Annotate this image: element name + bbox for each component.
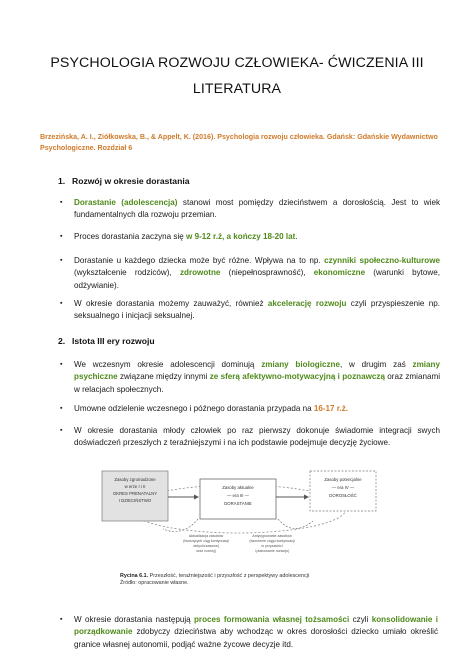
highlight-term: proces formowania własnej tożsamości (193, 615, 350, 624)
highlight-term: 16-17 r.ż. (313, 404, 349, 413)
list-item: ▪ Umowne odzielenie wczesnego i późnego dorastania przypada na 16-17 r.ż. (60, 403, 440, 415)
highlight-term: Dorastanie (adolescencja) (74, 198, 178, 207)
highlight-term: zdrowotne (179, 268, 221, 278)
note-left-line: (tworzących ciąg kontynuacji (183, 539, 229, 543)
caption-text: Przeszłość, teraźniejszość i przyszłość z perspektywy adolescencji (148, 573, 310, 579)
section-2-heading (58, 336, 155, 346)
arrowhead-icon (304, 495, 309, 500)
box-future-line: — era IV — (331, 485, 355, 490)
note-left-line: dotychczasowej (193, 544, 219, 548)
caption-label: Rycina 6.1. (120, 573, 149, 579)
box-present-line: Zasoby aktualne (222, 485, 254, 490)
bullet-icon: ▪ (60, 427, 63, 434)
section-number: 1. (58, 176, 66, 186)
list-item: ▪ W okresie dorastania możemy zauważyć, również akcelerację rozwoju czyli przyspieszenie np. seksualnego i inicjacji seksualnej. (60, 299, 440, 321)
highlight-term: czynniki społeczno-kulturowe (324, 256, 440, 265)
highlight-term: ekonomiczne (313, 268, 366, 278)
highlight-term: zmiany biologiczne (261, 360, 340, 369)
caption-source: Źródło: opracowanie własne. (120, 580, 189, 586)
list-item: ▪ W okresie dorastania następują proces formowania własnej tożsamości czyli konsolidowanie i porządkowanie zdobyczy dzieciństwa aby wchodząc w okres dorosłości dziecko umiało określić granice własnej autonomii, podjąć ważne życowe decyzje itd. (60, 615, 439, 649)
note-right-line: w przyszłości (261, 544, 283, 548)
section-title: Istota III ery rozwoju (72, 336, 155, 346)
highlight-term: zmiany psychiczne (74, 360, 440, 382)
section-1-heading (58, 176, 189, 186)
note-left-line: Aktualizacja zasobów (188, 534, 224, 538)
highlight-term: w 9-12 r.ż, a kończy 18-20 lat (186, 232, 296, 241)
list-item: ▪ W okresie dorastania młody człowiek po raz pierwszy dokonuje świadomie integracji swych doświadczeń przeszłych z teraźniejszymi i na ich podstawie podejmuje decyzję życiowe. (60, 426, 440, 448)
box-future-line: Zasoby potencjalne (324, 477, 362, 482)
box-past-line: Zasoby zgromadzone (114, 477, 156, 482)
bullet-icon: ▪ (60, 199, 63, 206)
bullet-icon: ▪ (60, 233, 63, 240)
bullet-icon: ▪ (60, 616, 63, 623)
bullet-icon: ▪ (60, 361, 63, 368)
page-subtitle: LITERATURA (192, 81, 282, 97)
list-item: ▪ Dorastanie (adolescencja) stanowi most pomiędzy dzieciństwem a dorosłością. Jest to wiek fundamentalnych dla rozwoju przemian. (60, 198, 441, 220)
section-title: Rozwój w okresie dorastania (72, 176, 190, 186)
highlight-term: konsolidowanie i porządkowanie (74, 615, 439, 637)
bullet-icon: ▪ (60, 257, 63, 264)
bullet-icon: ▪ (60, 405, 63, 412)
bibliographic-reference (40, 132, 440, 153)
reference-line-2: Psychologiczne. Rozdział 6 (40, 143, 133, 152)
box-past-line: OKRES PRENATALNY (112, 491, 158, 496)
section-number: 2. (58, 336, 66, 346)
highlight-term: ze sferą afektywno-motywacyjną i poznawczą (209, 372, 385, 382)
page-title: PSYCHOLOGIA ROZWOJU CZŁOWIEKA- ĆWICZENIA III (50, 55, 424, 71)
arrowhead-icon (194, 495, 199, 500)
highlight-term: akcelerację rozwoju (267, 299, 347, 308)
box-present-line: DORASTANIE (224, 501, 252, 506)
box-present-line: — era III — (227, 493, 249, 498)
list-item: ▪ We wczesnym okresie adolescencji dominują zmiany biologiczne, w drugim zaś zmiany psychiczne związane między innymi ze sferą afektywno-motywacyjną i poznawczą oraz zmianami w relacjach społecznych. (60, 360, 441, 394)
list-item: ▪ Proces dorastania zaczyna się w 9-12 r.ż, a kończy 18-20 lat. (60, 231, 440, 243)
box-future-line: DOROSŁOŚĆ (329, 493, 357, 498)
diagram (88, 457, 388, 569)
note-right-line: (tworzenie ciągu kontynuacji (249, 539, 295, 543)
figure-time-perspective (88, 457, 388, 605)
box-past-line: w erze I i II (124, 484, 146, 489)
figure-caption (120, 573, 309, 587)
reference-line-1: Brzezińska, A. I., Ziółkowska, B., & Appelt, K. (2016). Psychologia rozwoju człowieka. Gdańsk: Gdańskie Wydawnictwo (40, 133, 438, 141)
note-right-line: i planowanie rozwoju) (254, 549, 290, 553)
note-left-line: oraz rozwój) (196, 549, 216, 553)
list-item: ▪ Dorastanie u każdego dziecka może być różne. Wpływa na to np. czynniki społeczno-kulturowe (wykształcenie rodziców), zdrowotne (niepełnosprawność), ekonomiczne (warunki bytowe, odżywianie). (60, 256, 440, 290)
bullet-icon: ▪ (60, 300, 63, 307)
box-past-line: I DZIECIŃSTWO (118, 498, 152, 503)
note-right-line: Antycypowanie zasobów (252, 534, 292, 538)
